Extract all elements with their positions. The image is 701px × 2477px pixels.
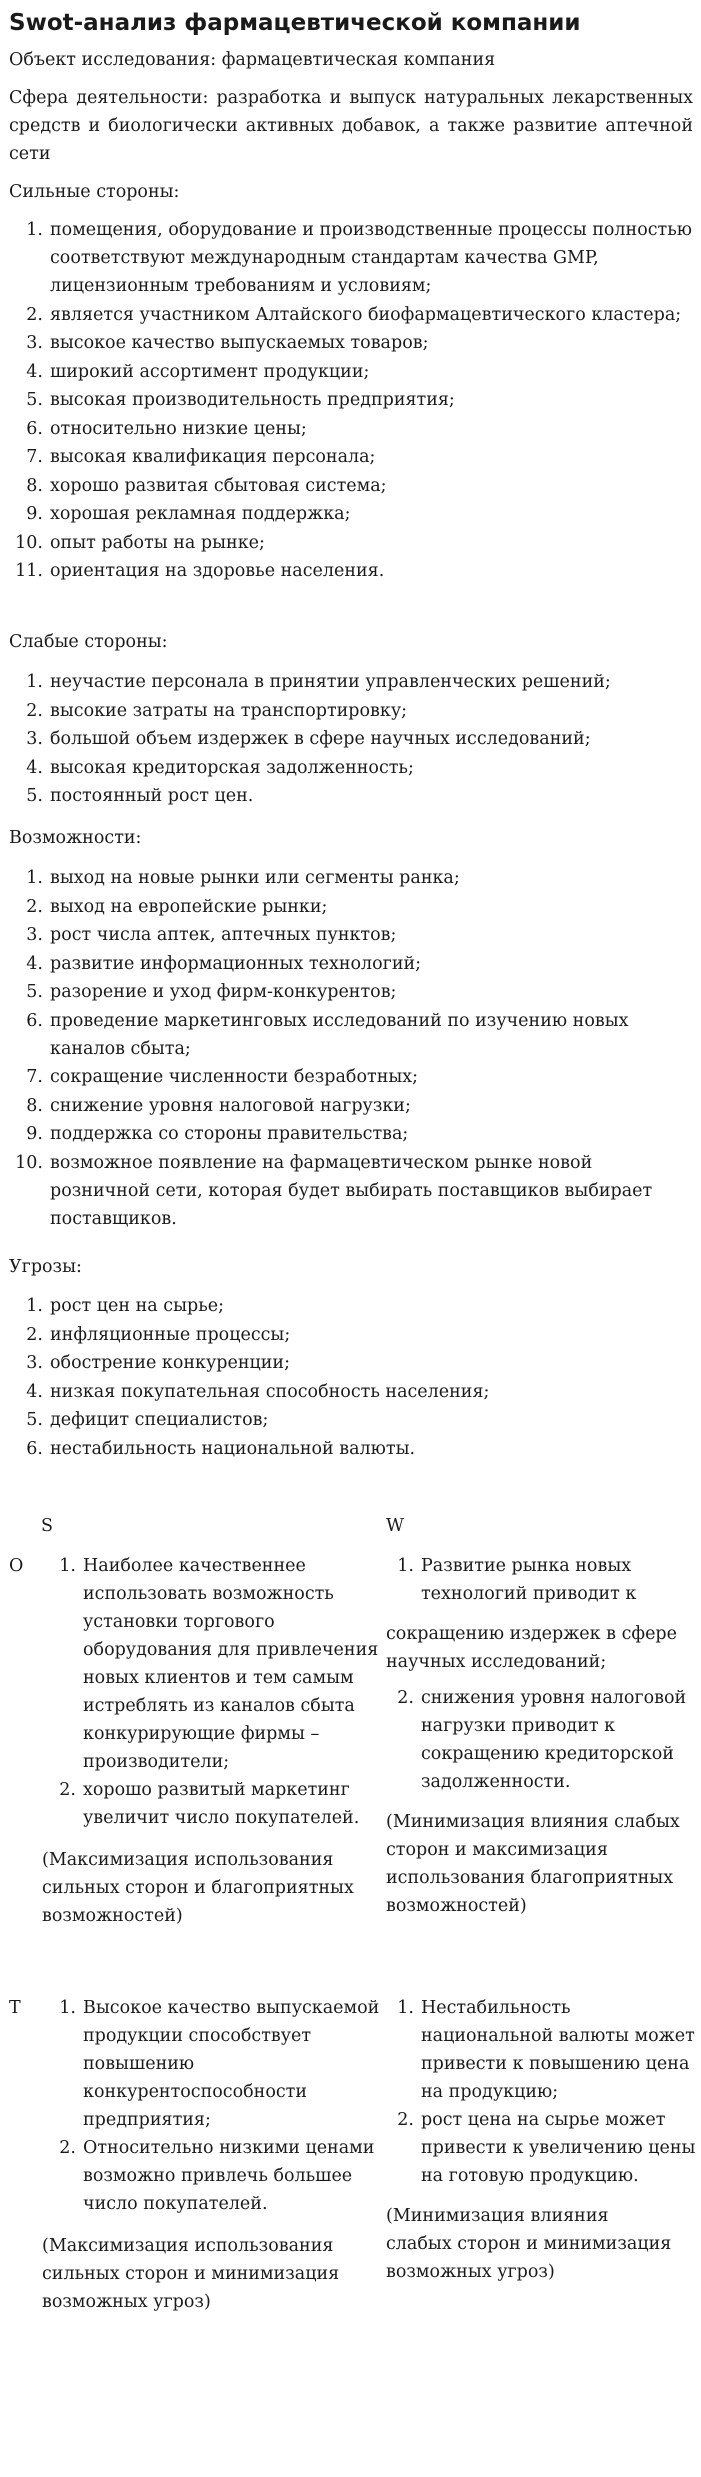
list-number: 5. bbox=[26, 390, 43, 410]
list-number: 8. bbox=[26, 1095, 43, 1116]
list-number: 2. bbox=[26, 304, 43, 325]
list-item-text: высокое качество выпускаемых товаров; bbox=[50, 333, 429, 353]
weaknesses-list bbox=[9, 668, 693, 811]
list-number: 6. bbox=[26, 1438, 43, 1459]
list-number: 1. bbox=[26, 220, 43, 240]
list-item-text: Нестабильность национальной валюты может привести к повышению цена на продукцию; bbox=[421, 1998, 695, 2102]
list-number: 6. bbox=[26, 1010, 43, 1031]
list-item-text: является участником Алтайского биофармацевтического кластера; bbox=[50, 304, 682, 325]
list-item bbox=[9, 697, 693, 725]
list-item bbox=[48, 1994, 382, 2134]
list-item bbox=[9, 921, 693, 949]
list-number: 4. bbox=[26, 361, 43, 382]
list-item bbox=[9, 1007, 693, 1063]
list-item-text: опыт работы на рынке; bbox=[50, 532, 265, 553]
list-item bbox=[9, 301, 693, 329]
list-number: 1. bbox=[397, 1998, 414, 2018]
list-item: 2. снижения уровня налоговой нагрузки приводит к сокращению кредиторской задолженности. bbox=[397, 1688, 687, 1792]
list-number: 2. bbox=[26, 700, 43, 721]
list-number: 4. bbox=[26, 953, 43, 974]
cell-wo bbox=[386, 1552, 696, 1920]
list-item-text: инфляционные процессы; bbox=[50, 1324, 291, 1345]
list-item-text: помещения, оборудование и производственные процессы полностью соответствуют международным стандартам качества GMP, лицензионным требованиям и условиям; bbox=[50, 220, 692, 296]
matrix-col-w: W bbox=[386, 1516, 404, 1536]
list-item bbox=[9, 1092, 693, 1120]
list-item-text: выход на новые рынки или сегменты ранка; bbox=[50, 868, 460, 888]
opportunities-list bbox=[9, 864, 693, 1233]
list-item-text: хорошо развитый маркетинг увеличит число покупателей. bbox=[83, 1780, 360, 1828]
list-item bbox=[9, 386, 693, 414]
list-item-text: постоянный рост цен. bbox=[50, 786, 254, 806]
list-item-text: большой объем издержек в сфере научных исследований; bbox=[50, 729, 591, 749]
list-number: 2. bbox=[26, 1324, 43, 1345]
wo-continuation: сокращению издержек в сфере научных исследований; bbox=[386, 1624, 677, 1672]
list-number: 3. bbox=[26, 333, 43, 353]
list-item-text: нестабильность национальной валюты. bbox=[50, 1438, 416, 1459]
list-item-text: возможное появление на фармацевтическом рынке новой розничной сети, которая будет выбирать поставщиков выбирает поставщиков. bbox=[50, 1152, 653, 1229]
list-item bbox=[9, 978, 693, 1006]
list-number: 3. bbox=[26, 1353, 43, 1373]
wo-note: (Минимизация влияния слабых сторон и максимизация использования благоприятных возможностей) bbox=[386, 1812, 680, 1916]
list-item bbox=[9, 472, 693, 500]
list-item bbox=[9, 950, 693, 978]
list-item-text: сокращение численности безработных; bbox=[50, 1067, 419, 1087]
list-item bbox=[9, 1120, 693, 1148]
list-number: 5. bbox=[26, 786, 43, 806]
list-item bbox=[9, 443, 693, 471]
list-item-text: хорошо развитая сбытовая система; bbox=[50, 475, 387, 496]
list-number: 3. bbox=[26, 729, 43, 749]
matrix-row-t: T bbox=[9, 1998, 21, 2018]
list-number: 4. bbox=[26, 757, 43, 778]
list-number: 5. bbox=[26, 982, 43, 1002]
list-item bbox=[9, 1292, 693, 1320]
list-number: 2. bbox=[26, 896, 43, 917]
list-item bbox=[9, 864, 693, 892]
wt-note: (Минимизация влияния слабых сторон и минимизация возможных угроз) bbox=[386, 2206, 672, 2282]
list-item-text: рост числа аптек, аптечных пунктов; bbox=[50, 925, 397, 945]
list-item-text: высокие затраты на транспортировку; bbox=[50, 700, 408, 721]
list-item-text: дефицит специалистов; bbox=[50, 1410, 269, 1430]
list-item bbox=[9, 216, 693, 300]
list-item bbox=[9, 1349, 693, 1377]
list-item bbox=[9, 557, 693, 585]
list-item bbox=[9, 529, 693, 557]
list-item-text: разорение и уход фирм-конкурентов; bbox=[50, 982, 397, 1002]
list-item: 1. Развитие рынка новых технологий приводит к bbox=[397, 1556, 637, 1604]
list-item bbox=[9, 1406, 693, 1434]
list-item-text: Наиболее качественнее использовать возможность установки торгового оборудования для привлечения новых клиентов и тем самым истреблять из каналов сбыта конкурирующие фирмы – производители; bbox=[83, 1556, 379, 1772]
page-title: Swot-анализ фармацевтической компании bbox=[9, 10, 581, 36]
list-item-text: проведение маркетинговых исследований по изучению новых каналов сбыта; bbox=[50, 1010, 629, 1059]
list-item-text: рост цен на сырье; bbox=[50, 1296, 224, 1316]
sphere-paragraph: Сфера деятельности: разработка и выпуск натуральных лекарственных средств и биологически активных добавок, а также развитие аптечной сети bbox=[9, 88, 693, 164]
list-number: 6. bbox=[26, 418, 43, 439]
list-item bbox=[9, 500, 693, 528]
weaknesses-heading: Слабые стороны: bbox=[9, 632, 168, 652]
list-item-text: высокая кредиторская задолженность; bbox=[50, 757, 414, 778]
list-number: 10. bbox=[15, 1152, 43, 1173]
so-note: (Максимизация использования сильных сторон и благоприятных возможностей) bbox=[42, 1850, 354, 1926]
matrix-row-o: O bbox=[9, 1556, 24, 1576]
wo-list-2 bbox=[386, 1684, 696, 1796]
so-list bbox=[48, 1552, 382, 1832]
strengths-heading: Сильные стороны: bbox=[9, 182, 180, 202]
list-item-text: высокая производительность предприятия; bbox=[50, 390, 455, 410]
list-item bbox=[9, 893, 693, 921]
cell-st bbox=[42, 1994, 382, 2316]
list-item-text: Относительно низкими ценами возможно привлечь большее число покупателей. bbox=[83, 2138, 375, 2214]
list-item bbox=[386, 1994, 696, 2106]
list-item-text: обострение конкуренции; bbox=[50, 1353, 290, 1373]
list-item-text: рост цена на сырье может привести к увеличению цены на готовую продукцию. bbox=[421, 2110, 696, 2186]
list-number: 10. bbox=[15, 532, 43, 553]
list-number: 5. bbox=[26, 1410, 43, 1430]
list-item-text: ориентация на здоровье населения. bbox=[50, 561, 385, 581]
list-number: 11. bbox=[15, 561, 43, 581]
list-item-text: низкая покупательная способность населения; bbox=[50, 1381, 490, 1402]
list-number: 8. bbox=[26, 475, 43, 496]
list-item-text: Высокое качество выпускаемой продукции способствует повышению конкурентоспособности предприятия; bbox=[83, 1998, 380, 2130]
list-number: 3. bbox=[26, 925, 43, 945]
list-number: 1. bbox=[59, 1556, 76, 1576]
list-item-text: широкий ассортимент продукции; bbox=[50, 361, 370, 382]
list-number: 2. bbox=[59, 1780, 76, 1800]
list-item bbox=[9, 358, 693, 386]
list-item bbox=[9, 1149, 693, 1233]
list-number: 4. bbox=[26, 1381, 43, 1402]
list-item bbox=[386, 2106, 696, 2190]
list-item bbox=[9, 1063, 693, 1091]
list-number: 9. bbox=[26, 504, 43, 524]
list-number: 1. bbox=[59, 1998, 76, 2018]
list-item bbox=[48, 1776, 382, 1832]
list-item-text: хорошая рекламная поддержка; bbox=[50, 504, 351, 524]
list-item bbox=[9, 415, 693, 443]
list-item bbox=[9, 782, 693, 810]
wo-list-1 bbox=[386, 1552, 696, 1608]
list-item bbox=[48, 1552, 382, 1776]
list-item-text: неучастие персонала в принятии управленческих решений; bbox=[50, 672, 611, 692]
list-item-text: высокая квалификация персонала; bbox=[50, 447, 376, 467]
matrix-col-s: S bbox=[41, 1516, 53, 1536]
strengths-list bbox=[9, 216, 693, 586]
cell-wt bbox=[386, 1994, 696, 2286]
list-item-text: относительно низкие цены; bbox=[50, 418, 307, 439]
list-number: 1. bbox=[26, 868, 43, 888]
threats-list bbox=[9, 1292, 693, 1463]
list-item bbox=[9, 1321, 693, 1349]
object-line: Объект исследования: фармацевтическая компания bbox=[9, 50, 496, 70]
list-number: 2. bbox=[59, 2138, 76, 2158]
list-item-text: поддержка со стороны правительства; bbox=[50, 1124, 409, 1144]
st-note: (Максимизация использования сильных сторон и минимизация возможных угроз) bbox=[42, 2236, 340, 2312]
list-item bbox=[9, 329, 693, 357]
list-item-text: снижение уровня налоговой нагрузки; bbox=[50, 1095, 411, 1116]
list-item bbox=[9, 668, 693, 696]
wt-list bbox=[386, 1994, 696, 2190]
list-item-text: развитие информационных технологий; bbox=[50, 953, 422, 974]
list-number: 7. bbox=[26, 447, 43, 467]
list-item bbox=[9, 1435, 693, 1463]
cell-so bbox=[42, 1552, 382, 1930]
list-number: 2. bbox=[397, 2110, 414, 2130]
list-number: 1. bbox=[26, 672, 43, 692]
list-item bbox=[48, 2134, 382, 2218]
st-list bbox=[48, 1994, 382, 2218]
threats-heading: Угрозы: bbox=[9, 1257, 82, 1277]
list-number: 9. bbox=[26, 1124, 43, 1144]
list-number: 7. bbox=[26, 1067, 43, 1087]
list-item bbox=[9, 1378, 693, 1406]
list-number: 1. bbox=[26, 1296, 43, 1316]
list-item bbox=[9, 754, 693, 782]
list-item bbox=[9, 725, 693, 753]
list-item-text: выход на европейские рынки; bbox=[50, 896, 328, 917]
opportunities-heading: Возможности: bbox=[9, 828, 142, 848]
